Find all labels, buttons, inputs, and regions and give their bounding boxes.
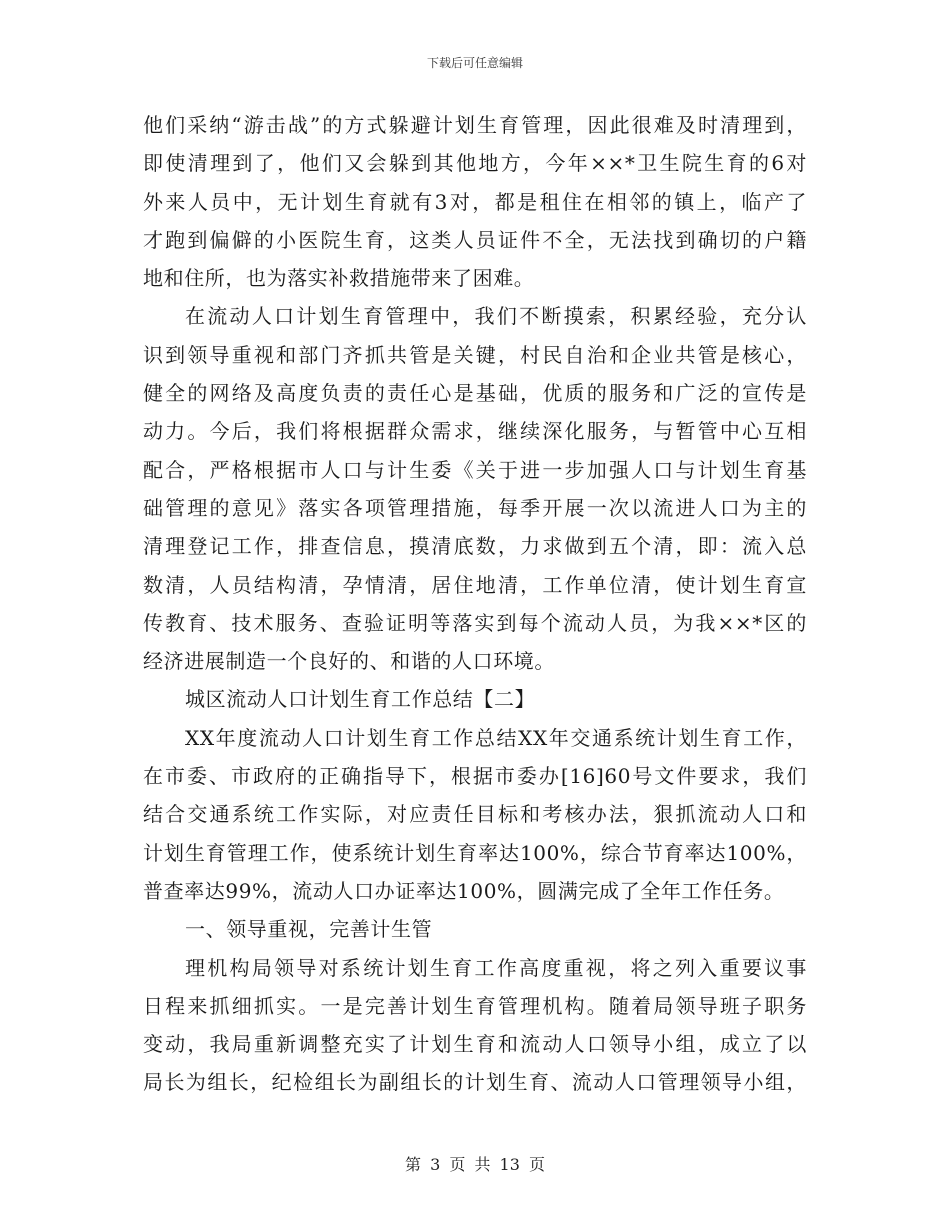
body-line: 经济进展制造一个良好的、和谐的人口环境。 [143,649,555,674]
body-line: 日程来抓细抓实。一是完善计划生育管理机构。随着局领导班子职务 [143,993,807,1018]
body-line: 在流动人口计划生育管理中，我们不断摸索，积累经验，充分认 [185,304,807,329]
page-header-note: 下载后可任意编辑 [426,56,523,70]
body-line: 普查率达99%，流动人口办证率达100%，圆满完成了全年工作任务。 [143,878,785,903]
body-line: 地和住所，也为落实补救措施带来了困难。 [143,266,535,291]
body-line: 在市委、市政府的正确指导下，根据市委办[16]60号文件要求，我们 [143,764,807,789]
body-line: 他们采纳“游击战”的方式躲避计划生育管理，因此很难及时清理到， [143,113,807,137]
body-line: 配合，严格根据市人口与计生委《关于进一步加强人口与计划生育基 [143,457,807,482]
body-line: 传教育、技术服务、查验证明等落实到每个流动人员，为我××*区的 [143,610,807,635]
body-line: 结合交通系统工作实际，对应责任目标和考核办法，狠抓流动人口和 [143,802,807,827]
body-line: 识到领导重视和部门齐抓共管是关键，村民自治和企业共管是核心， [143,342,807,367]
body-line: 健全的网络及高度负责的责任心是基础，优质的服务和广泛的宣传是 [143,381,807,406]
body-line: 计划生育管理工作，使系统计划生育率达100%，综合节育率达100%， [143,840,807,865]
body-line: XX年度流动人口计划生育工作总结XX年交通系统计划生育工作， [185,725,807,750]
body-line: 数清，人员结构清，孕情清，居住地清，工作单位清，使计划生育宣 [143,572,807,597]
page-number-footer: 第 3 页 共 13 页 [405,1155,545,1174]
body-line: 理机构局领导对系统计划生育工作高度重视，将之列入重要议事 [185,955,807,980]
body-line: 才跑到偏僻的小医院生育，这类人员证件不全，无法找到确切的户籍 [143,227,807,252]
document-body [143,106,807,1102]
subsection-heading: 一、领导重视，完善计生管 [185,917,433,942]
body-line: 即使清理到了，他们又会躲到其他地方，今年××*卫生院生育的6对 [143,151,807,176]
body-line: 变动，我局重新调整充实了计划生育和流动人口领导小组，成立了以 [143,1032,807,1057]
body-line: 外来人员中，无计划生育就有3对，都是租住在相邻的镇上，临产了 [143,189,807,214]
section-heading: 城区流动人口计划生育工作总结【二】 [185,687,536,712]
body-line: 局长为组长，纪检组长为副组长的计划生育、流动人口管理领导小组， [143,1070,807,1095]
body-line: 清理登记工作，排查信息，摸清底数，力求做到五个清，即：流入总 [143,534,807,559]
body-line: 动力。今后，我们将根据群众需求，继续深化服务，与暂管中心互相 [143,419,807,444]
body-line: 础管理的意见》落实各项管理措施，每季开展一次以流进人口为主的 [143,495,807,520]
